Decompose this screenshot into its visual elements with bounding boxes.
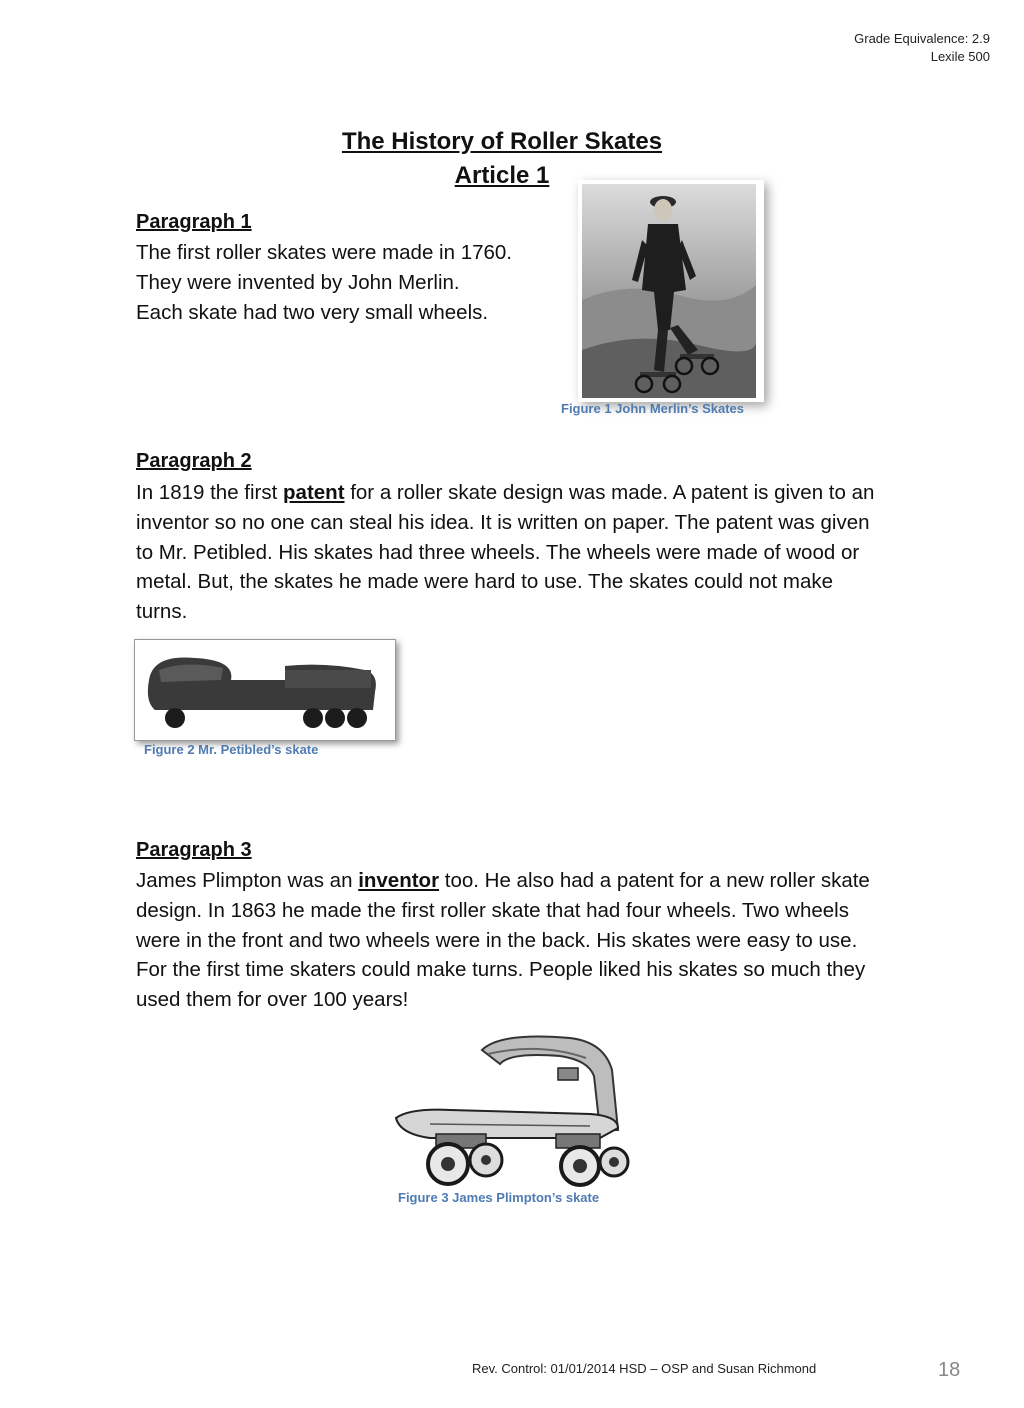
- keyword-patent: patent: [283, 481, 345, 504]
- paragraph-3-text-start: James Plimpton was an: [136, 869, 359, 892]
- paragraph-1-heading: Paragraph 1: [136, 211, 252, 233]
- figure-3-caption: Figure 3 James Plimpton’s skate: [398, 1190, 600, 1205]
- lexile-level: Lexile 500: [930, 49, 990, 64]
- paragraph-2-body: [136, 478, 876, 627]
- plimpton-skate-image: [390, 1030, 630, 1190]
- paragraph-3-text-end: too. He also had a patent for a new roller skate design. In 1863 he made the first roller skate that had four wheels. Two wheels were in the front and two wheels were in the back. His skates were easy to use. For the first time skaters could make turns. People liked his skates so much they used them for over 100 years!: [136, 869, 870, 1012]
- page-title: The History of Roller Skates: [341, 128, 663, 155]
- paragraph-1-line: Each skate had two very small wheels.: [136, 300, 489, 324]
- page-number: 18: [938, 1359, 961, 1381]
- paragraph-3-heading: Paragraph 3: [136, 839, 252, 861]
- figure-1-caption: Figure 1 John Merlin’s Skates: [561, 401, 745, 416]
- paragraph-1-line: They were invented by John Merlin.: [136, 270, 460, 294]
- figure-2-caption: Figure 2 Mr. Petibled’s skate: [144, 742, 319, 757]
- petibled-skate-image: [135, 640, 395, 740]
- figure-2-photo: [134, 639, 396, 741]
- paragraph-2-heading: Paragraph 2: [136, 450, 252, 472]
- article-subtitle: Article 1: [454, 162, 550, 189]
- john-merlin-skater-image: [578, 180, 764, 402]
- keyword-inventor: inventor: [358, 869, 440, 892]
- figure-3-photo: [390, 1030, 630, 1190]
- paragraph-1-line: The first roller skates were made in 1760.: [136, 241, 512, 264]
- paragraph-2-text-start: In 1819 the first: [136, 481, 284, 504]
- paragraph-1-body: [136, 238, 566, 327]
- paragraph-3-body: [136, 866, 881, 1015]
- revision-control: Rev. Control: 01/01/2014 HSD – OSP and Susan Richmond: [472, 1361, 817, 1376]
- paragraph-2-text-end: for a roller skate design was made. A patent is given to an inventor so no one can steal his idea. It is written on paper. The patent was given to Mr. Petibled. His skates had three wheels. The wheels were made of wood or metal. But, the skates he made were hard to use. The skates could not make turns.: [136, 481, 875, 624]
- figure-1-photo: [578, 180, 764, 402]
- grade-equivalence: Grade Equivalence: 2.9: [854, 31, 990, 46]
